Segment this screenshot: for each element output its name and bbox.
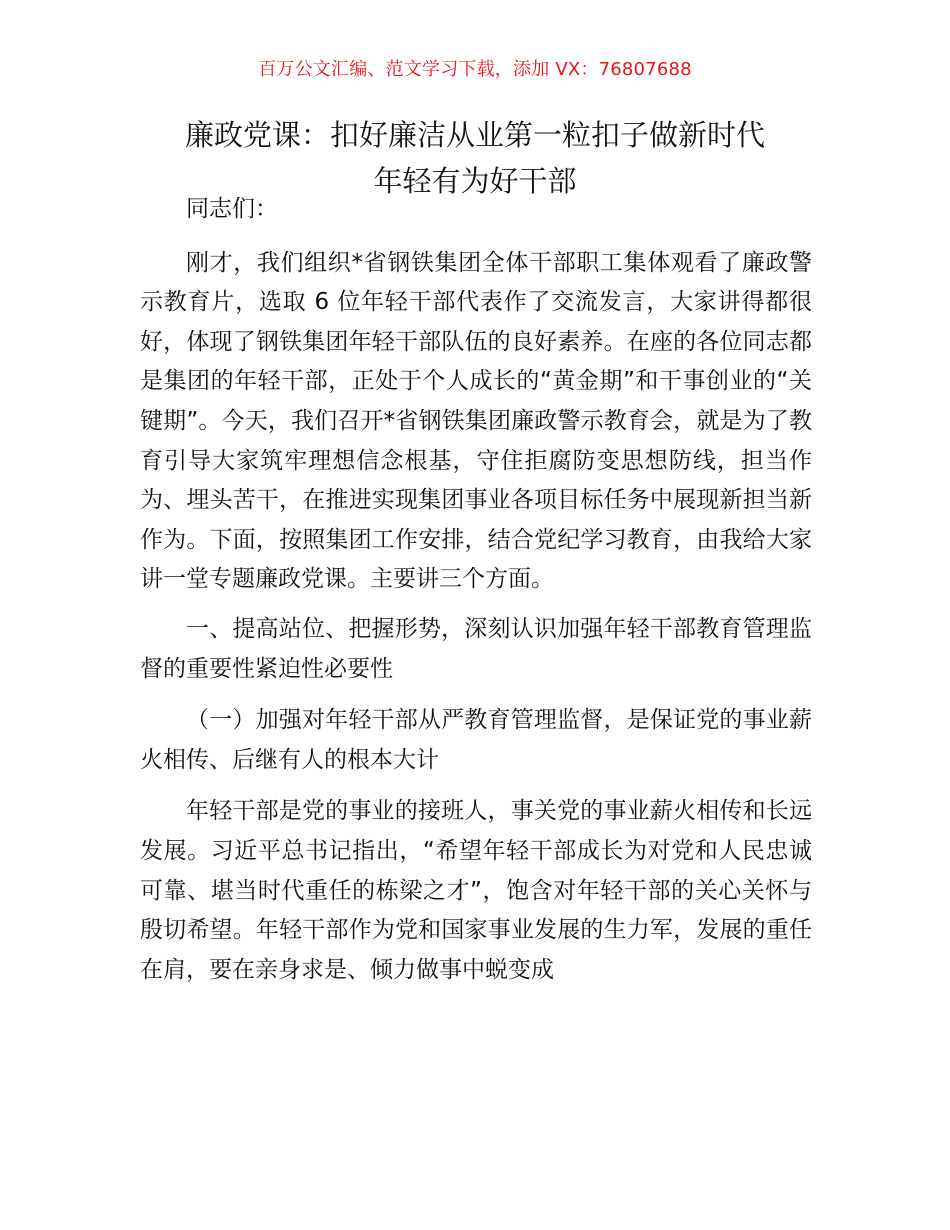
- title-line-1: 廉政党课：扣好廉洁从业第一粒扣子做新时代: [184, 118, 765, 152]
- document-body: [140, 190, 812, 1000]
- subsection-heading-1: （一）加强对年轻干部从严教育管理监督，是保证党的事业薪火相传、后继有人的根本大计: [140, 707, 812, 773]
- section-heading-1: 一、提高站位、把握形势，深刻认识加强年轻干部教育管理监督的重要性紧迫性必要性: [140, 615, 812, 682]
- subsection-paragraph-1: 年轻干部是党的事业的接班人，事关党的事业薪火相传和长远发展。习近平总书记指出，“希望年轻干部成长为对党和人民忠诚可靠、堪当时代重任的栋梁之才”，饱含对年轻干部的关心关怀与殷切希望。年轻干部作为党和国家事业发展的生力军，发展的重任在肩，要在亲身求是、倾力做事中蜕变成: [140, 798, 812, 983]
- intro-paragraph: 刚才，我们组织*省钢铁集团全体干部职工集体观看了廉政警示教育片，选取 6 位年轻干部代表作了交流发言，大家讲得都很好，体现了钢铁集团年轻干部队伍的良好素养。在座的各位同志都是集团的年轻干部，正处于个人成长的“黄金期”和干事创业的“关键期”。今天，我们召开*省钢铁集团廉政警示教育会，就是为了教育引导大家筑牢理想信念根基，守住拒腐防变思想防线，担当作为、埋头苦干，在推进实现集团事业各项目标任务中展现新担当新作为。下面，按照集团工作安排，结合党纪学习教育，由我给大家讲一堂专题廉政党课。主要讲三个方面。: [140, 249, 812, 593]
- salutation: 同志们：: [186, 196, 278, 222]
- title-line-2: 年轻有为好干部: [373, 164, 577, 198]
- watermark-header: 百万公文汇编、范文学习下载，添加 VX：76807688: [258, 59, 692, 80]
